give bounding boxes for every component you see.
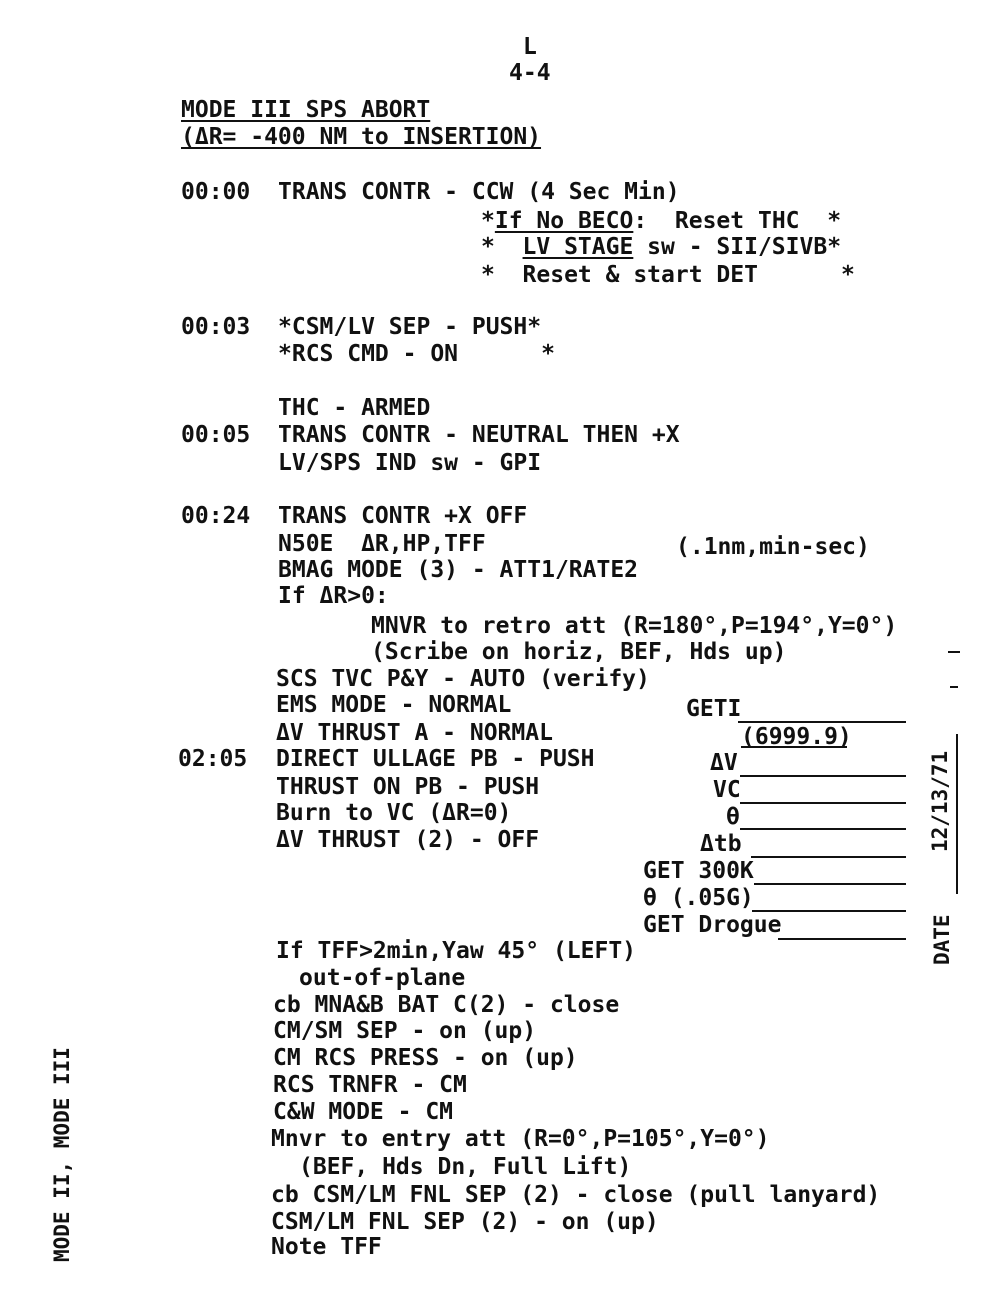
step-trans-neutral: TRANS CONTR - NEUTRAL THEN +X	[278, 422, 680, 448]
pad-vc-blank[interactable]	[740, 802, 906, 804]
step-cm-rcs-press: CM RCS PRESS - on (up)	[273, 1045, 578, 1071]
step-cb-fnl-sep: cb CSM/LM FNL SEP (2) - close (pull lanyard)	[271, 1182, 881, 1208]
step-cw-mode: C&W MODE - CM	[273, 1099, 454, 1125]
step-out-of-plane: out-of-plane	[299, 965, 466, 991]
step-dv-thrust-a: ΔV THRUST A - NORMAL	[276, 720, 553, 746]
step-if-tff: If TFF>2min,Yaw 45° (LEFT)	[276, 938, 637, 964]
pad-dtb-label: Δtb	[700, 831, 742, 857]
time-0000: 00:00	[181, 179, 251, 205]
step-trans-x-off: TRANS CONTR +X OFF	[278, 503, 528, 529]
lvstage-underlined: LV STAGE	[522, 234, 634, 260]
step-n50e: N50E ΔR,HP,TFF	[278, 531, 486, 557]
step-scs-tvc: SCS TVC P&Y - AUTO (verify)	[276, 666, 650, 692]
step-bef-hds-dn: (BEF, Hds Dn, Full Lift)	[299, 1154, 632, 1180]
date-field-line[interactable]	[956, 734, 958, 894]
pad-geti-value: (6999.9)	[741, 724, 852, 750]
step-dv-thrust-off: ΔV THRUST (2) - OFF	[276, 827, 540, 853]
lvstage-prefix: *	[481, 234, 523, 260]
step-if-no-beco	[481, 208, 841, 234]
step-thrust-on: THRUST ON PB - PUSH	[276, 774, 540, 800]
step-thc-armed: THC - ARMED	[278, 395, 431, 421]
pad-drogue-blank[interactable]	[778, 938, 906, 940]
date-value: 12/13/71	[928, 750, 952, 852]
step-csm-lv-sep: *CSM/LV SEP - PUSH*	[278, 314, 542, 340]
n50e-units: (.1nm,min-sec)	[676, 534, 870, 560]
step-rcs-cmd: *RCS CMD - ON *	[278, 341, 555, 367]
pad-drogue-label: GET Drogue	[643, 912, 782, 938]
pad-geti-blank[interactable]	[738, 721, 906, 723]
page-letter: L	[523, 34, 537, 60]
time-0003: 00:03	[181, 314, 251, 340]
pad-dv-blank[interactable]	[740, 775, 906, 777]
step-burn-to-vc: Burn to VC (ΔR=0)	[276, 800, 512, 826]
pad-get300k-blank[interactable]	[754, 883, 906, 885]
step-note-tff: Note TFF	[271, 1234, 382, 1260]
pad-geti-label: GETI	[686, 696, 742, 722]
step-mnvr-retro: MNVR to retro att (R=180°,P=194°,Y=0°)	[371, 613, 898, 639]
time-0005: 00:05	[181, 422, 251, 448]
beco-underlined: If No BECO	[494, 208, 634, 234]
step-direct-ullage: DIRECT ULLAGE PB - PUSH	[276, 746, 595, 772]
date-label: DATE	[930, 914, 954, 965]
pad-dtb-blank[interactable]	[751, 856, 906, 858]
step-fnl-sep-on: CSM/LM FNL SEP (2) - on (up)	[271, 1209, 659, 1235]
page-number: 4-4	[509, 60, 551, 86]
pad-geti-value-underline	[741, 746, 847, 748]
step-trans-contr-ccw: TRANS CONTR - CCW (4 Sec Min)	[278, 179, 680, 205]
margin-tick-2	[950, 686, 958, 688]
beco-rest: : Reset THC *	[633, 208, 842, 234]
time-0024: 00:24	[181, 503, 251, 529]
pad-theta-label: θ	[726, 804, 740, 830]
step-scribe: (Scribe on horiz, BEF, Hds up)	[371, 639, 787, 665]
step-reset-det: * Reset & start DET *	[481, 262, 855, 288]
step-lv-stage	[481, 234, 841, 260]
pad-vc-label: VC	[713, 777, 741, 803]
page-title: MODE III SPS ABORT	[181, 97, 431, 123]
pad-dv-label: ΔV	[710, 750, 738, 776]
page-subtitle: (ΔR= -400 NM to INSERTION)	[181, 124, 542, 150]
margin-tick-1	[948, 651, 960, 653]
pad-get300k-label: GET 300K	[643, 858, 754, 884]
step-mnvr-entry: Mnvr to entry att (R=0°,P=105°,Y=0°)	[271, 1126, 770, 1152]
step-bmag-mode: BMAG MODE (3) - ATT1/RATE2	[278, 557, 639, 583]
step-if-dr: If ΔR>0:	[278, 583, 389, 609]
beco-prefix: *	[481, 208, 495, 234]
step-rcs-trnfr: RCS TRNFR - CM	[273, 1072, 467, 1098]
step-cm-sm-sep: CM/SM SEP - on (up)	[273, 1018, 537, 1044]
time-0205: 02:05	[178, 746, 248, 772]
pad-theta-blank[interactable]	[740, 828, 906, 830]
lvstage-rest: sw - SII/SIVB*	[633, 234, 842, 260]
pad-theta05g-label: θ (.05G)	[643, 885, 754, 911]
step-lv-sps-ind: LV/SPS IND sw - GPI	[278, 450, 542, 476]
step-ems-mode: EMS MODE - NORMAL	[276, 692, 512, 718]
step-cb-mna: cb MNA&B BAT C(2) - close	[273, 992, 620, 1018]
section-label: MODE II, MODE III	[50, 1047, 74, 1262]
